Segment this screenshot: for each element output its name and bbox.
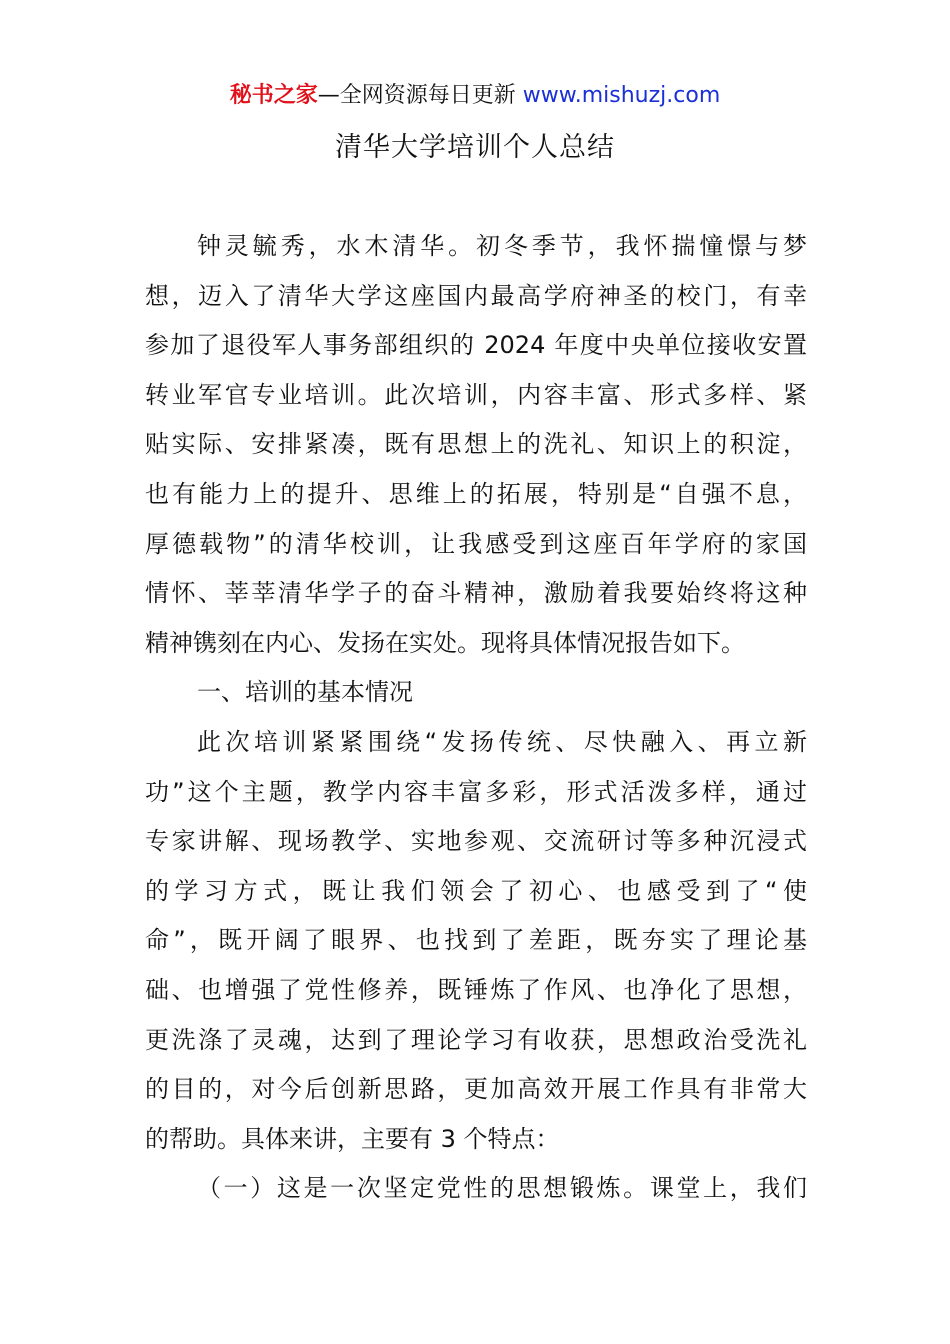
- site-url[interactable]: www.mishuzj.com: [522, 83, 721, 108]
- paragraph-line: 厚德载物”的清华校训，让我感受到这座百年学府的家国: [145, 529, 807, 558]
- paragraph-line: 精神镌刻在内心、发扬在实处。现将具体情况报告如下。: [145, 628, 745, 657]
- brand-name: 秘书之家: [229, 83, 318, 108]
- subsection-line: （一）这是一次坚定党性的思想锻炼。课堂上，我们: [197, 1174, 807, 1203]
- paragraph-line: 此次培训紧紧围绕“发扬传统、尽快融入、再立新: [197, 727, 807, 756]
- paragraph-line: 参加了退役军人事务部组织的 2024 年度中央单位接收安置: [145, 331, 807, 360]
- header-tagline: —全网资源每日更新: [317, 83, 523, 108]
- document-title: 清华大学培训个人总结: [335, 132, 615, 163]
- paragraph-line: 命”，既开阔了眼界、也找到了差距，既夯实了理论基: [145, 926, 807, 955]
- paragraph-line: 功”这个主题，教学内容丰富多彩，形式活泼多样，通过: [145, 777, 807, 806]
- paragraph-line: 的帮助。具体来讲，主要有 3 个特点：: [145, 1124, 560, 1153]
- paragraph-line: 的学习方式，既让我们领会了初心、也感受到了“使: [145, 876, 807, 905]
- paragraph-line: 也有能力上的提升、思维上的拓展，特别是“自强不息，: [145, 479, 807, 508]
- paragraph-line: 转业军官专业培训。此次培训，内容丰富、形式多样、紧: [145, 380, 807, 409]
- site-header: [0, 80, 950, 112]
- paragraph-line: 情怀、莘莘清华学子的奋斗精神，激励着我要始终将这种: [145, 579, 807, 608]
- paragraph-line: 更洗涤了灵魂，达到了理论学习有收获，思想政治受洗礼: [145, 1025, 807, 1054]
- section-heading: 一、培训的基本情况: [197, 678, 413, 707]
- paragraph-line: 钟灵毓秀，水木清华。初冬季节，我怀揣憧憬与梦: [197, 232, 807, 260]
- document-body: [145, 222, 807, 1214]
- paragraph-line: 专家讲解、现场教学、实地参观、交流研讨等多种沉浸式: [145, 827, 807, 856]
- paragraph-line: 的目的，对今后创新思路，更加高效开展工作具有非常大: [145, 1075, 807, 1104]
- paragraph-line: 想，迈入了清华大学这座国内最高学府神圣的校门，有幸: [145, 281, 807, 310]
- paragraph-line: 贴实际、安排紧凑，既有思想上的洗礼、知识上的积淀，: [145, 430, 807, 459]
- paragraph-line: 础、也增强了党性修养，既锤炼了作风、也净化了思想，: [145, 975, 807, 1004]
